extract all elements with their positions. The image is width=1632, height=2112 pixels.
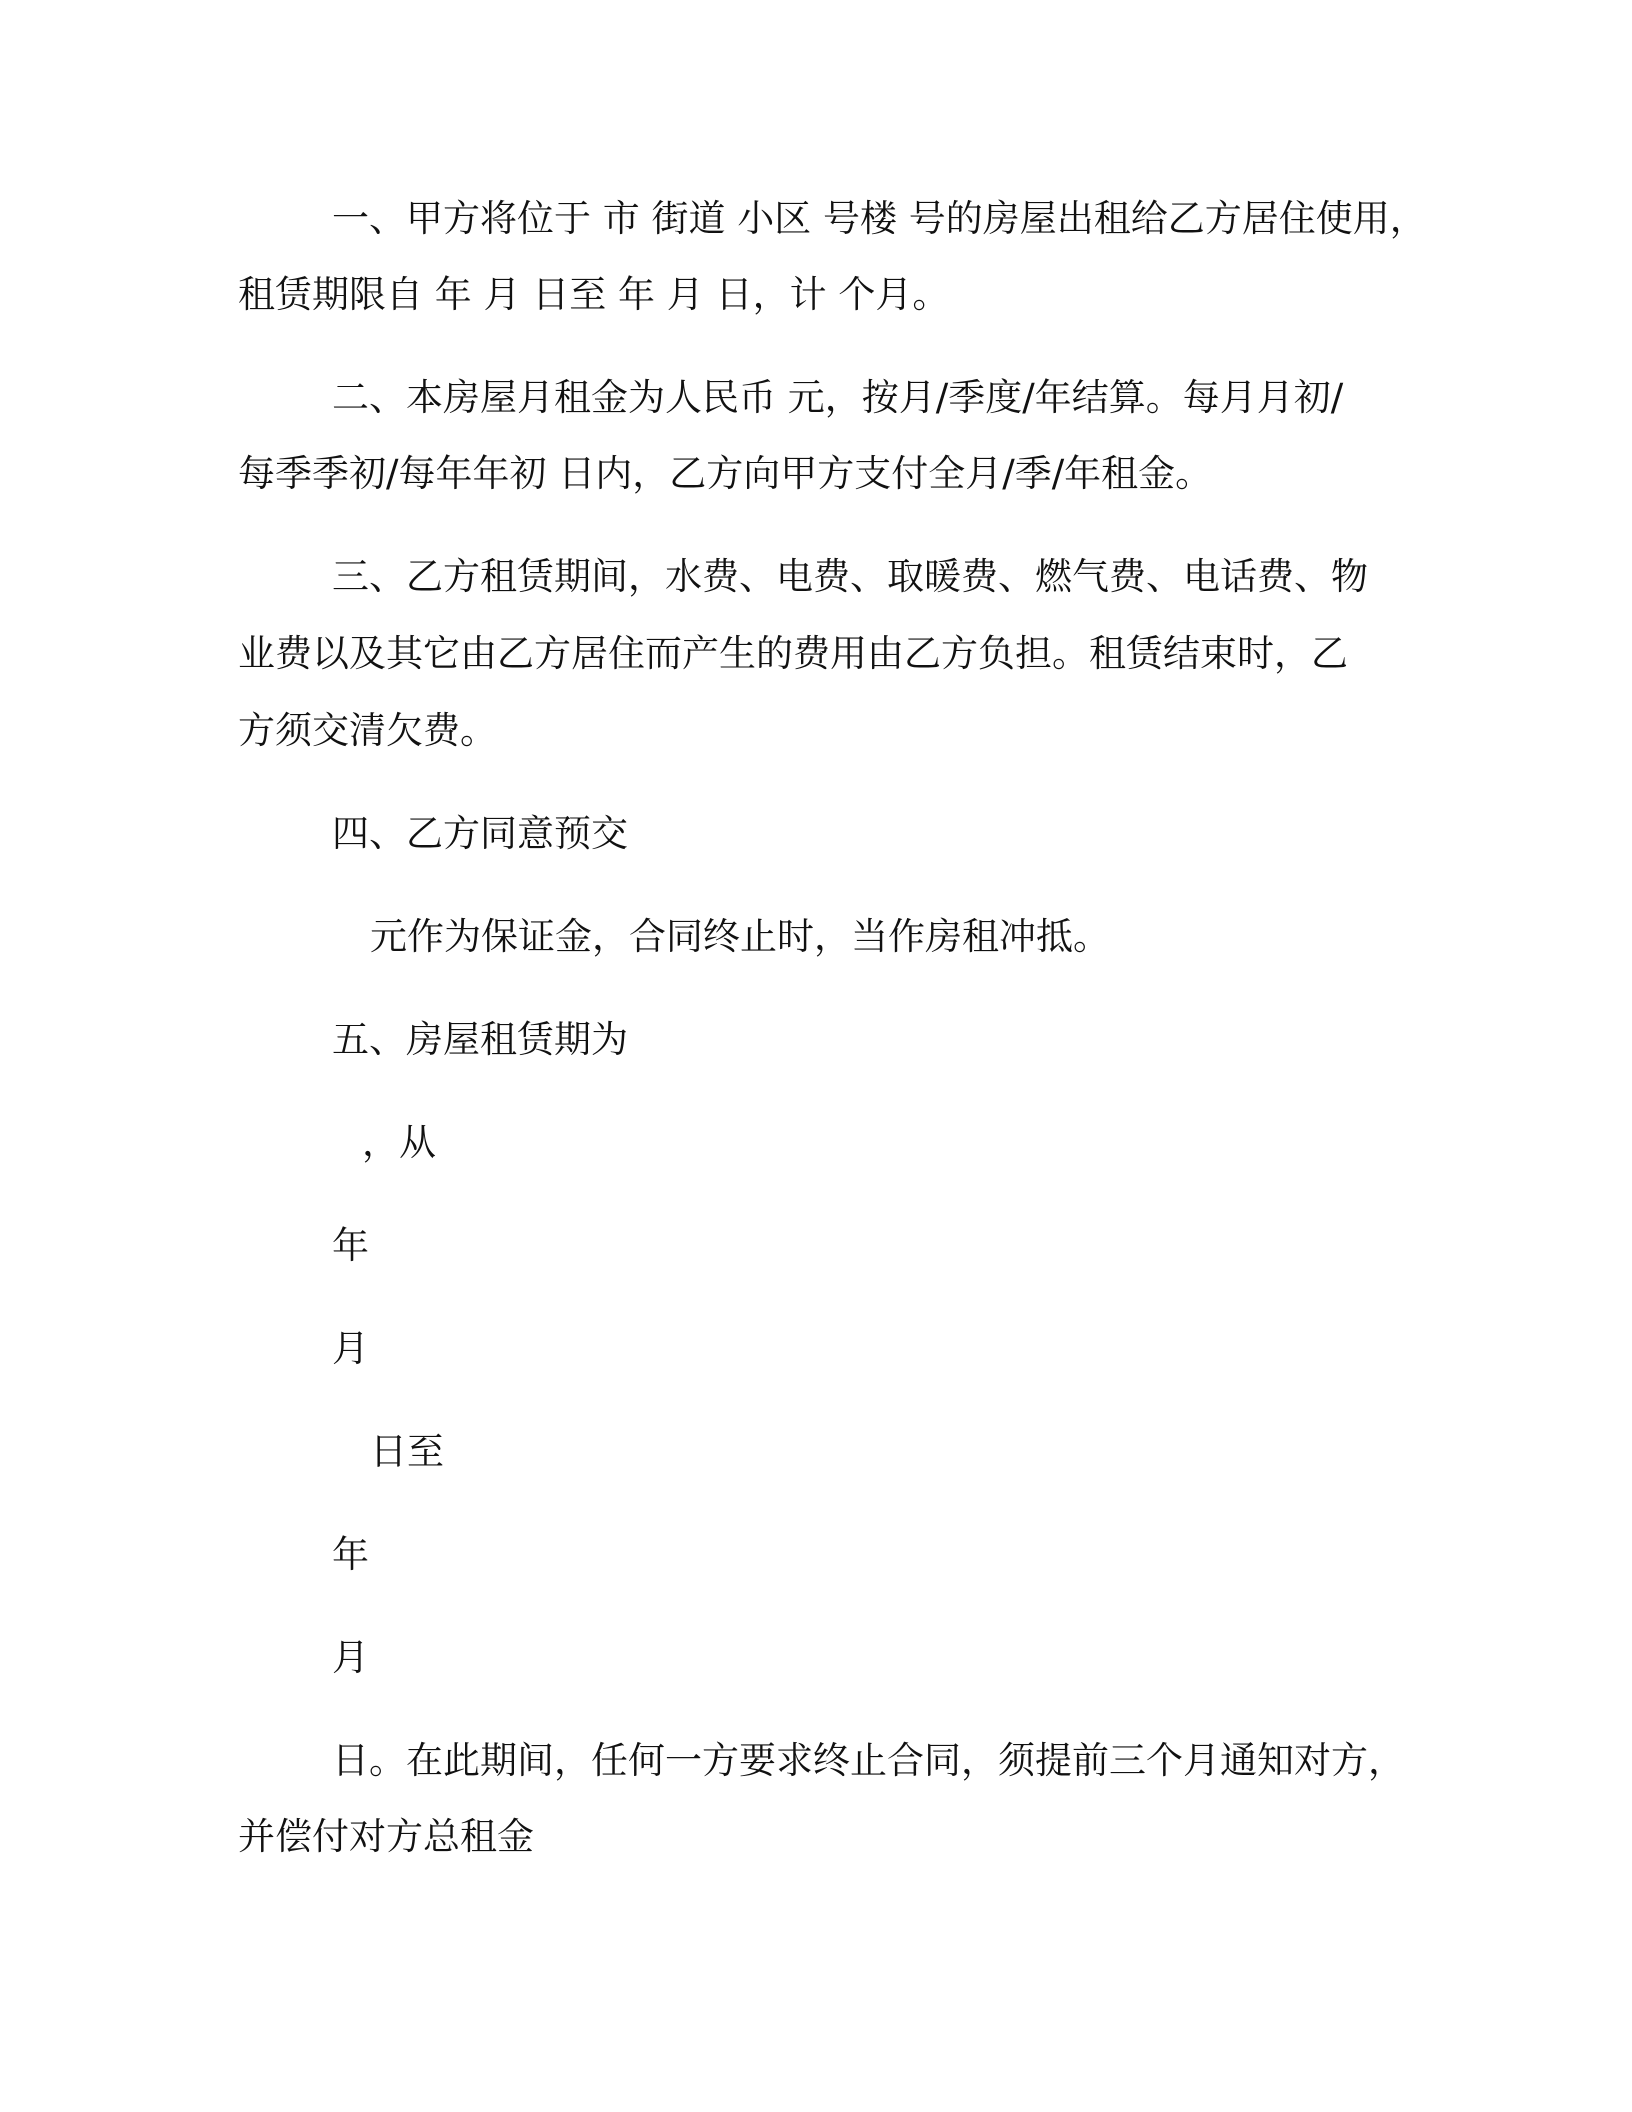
clause-1-line-2: 租赁期限自 年 月 日至 年 月 日，计 个月。 bbox=[238, 273, 950, 316]
clause-3-line-1: 三、乙方租赁期间，水费、电费、取暖费、燃气费、电话费、物 bbox=[332, 555, 1368, 598]
clause-2-line-1: 二、本房屋月租金为人民币 元，按月/季度/年结算。每月月初/ bbox=[332, 376, 1344, 419]
clause-5-line-2: ，从 bbox=[362, 1121, 436, 1164]
clause-1-line-1: 一、甲方将位于 市 街道 小区 号楼 号的房屋出租给乙方居住使用， bbox=[332, 197, 1427, 240]
clause-3-line-2: 业费以及其它由乙方居住而产生的费用由乙方负担。租赁结束时，乙 bbox=[238, 632, 1348, 675]
clause-5-line-1: 五、房屋租赁期为 bbox=[332, 1018, 628, 1061]
clause-4-line-2: 元作为保证金，合同终止时，当作房租冲抵。 bbox=[370, 915, 1110, 958]
clause-5-line-3: 年 bbox=[332, 1224, 369, 1267]
clause-5-line-9: 并偿付对方总租金 bbox=[238, 1815, 534, 1858]
clause-5-line-7: 月 bbox=[332, 1636, 369, 1679]
clause-3-line-3: 方须交清欠费。 bbox=[238, 709, 497, 752]
clause-2-line-2: 每季季初/每年年初 日内，乙方向甲方支付全月/季/年租金。 bbox=[238, 452, 1213, 495]
clause-5-line-8: 日。在此期间，任何一方要求终止合同，须提前三个月通知对方， bbox=[332, 1739, 1405, 1782]
clause-4-line-1: 四、乙方同意预交 bbox=[332, 812, 628, 855]
clause-5-line-5: 日至 bbox=[370, 1430, 444, 1473]
clause-5-line-4: 月 bbox=[332, 1327, 369, 1370]
clause-5-line-6: 年 bbox=[332, 1533, 369, 1576]
